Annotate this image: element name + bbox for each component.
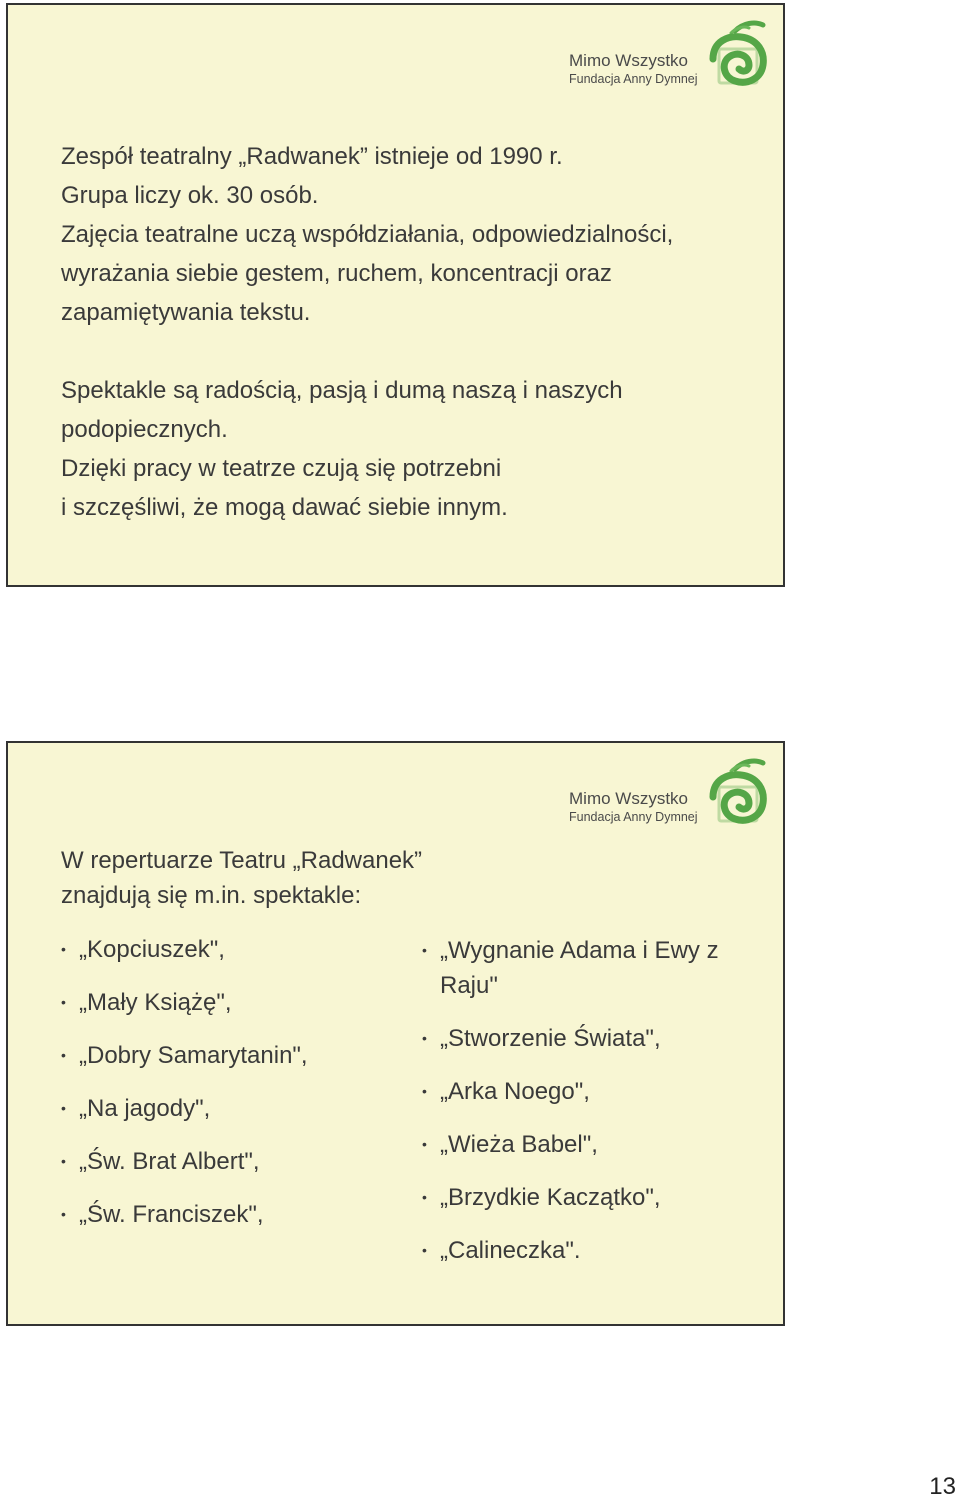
logo-subtitle: Fundacja Anny Dymnej bbox=[569, 810, 698, 824]
text-line: Spektakle są radością, pasją i dumą naszą i naszych bbox=[61, 377, 623, 404]
list-item bbox=[422, 1021, 740, 1056]
bullet: • bbox=[61, 994, 66, 1010]
logo-subtitle: Fundacja Anny Dymnej bbox=[569, 72, 698, 86]
bullet: • bbox=[422, 1083, 427, 1099]
bullet: • bbox=[61, 1153, 66, 1169]
text-line: wyrażania siebie gestem, ruchem, koncentracji oraz bbox=[61, 260, 612, 287]
list-item-label: „Kopciuszek", bbox=[79, 936, 225, 963]
list-item-label: „Brzydkie Kaczątko", bbox=[440, 1184, 661, 1211]
list-item-label: „Dobry Samarytanin", bbox=[79, 1042, 308, 1069]
list-item bbox=[61, 1038, 308, 1091]
foundation-logo bbox=[569, 757, 769, 831]
text-line: podopiecznych. bbox=[61, 416, 228, 443]
logo-name: Mimo Wszystko bbox=[569, 51, 688, 70]
text-line: Dzięki pracy w teatrze czują się potrzebni bbox=[61, 455, 502, 482]
bullet: • bbox=[61, 941, 66, 957]
list-item-label: „Św. Brat Albert", bbox=[79, 1148, 260, 1175]
spectacles-paragraph bbox=[61, 371, 761, 527]
logo-name: Mimo Wszystko bbox=[569, 789, 688, 808]
logo-text bbox=[569, 51, 698, 87]
list-item bbox=[422, 1233, 740, 1268]
text-line: i szczęśliwi, że mogą dawać siebie innym. bbox=[61, 494, 508, 521]
list-item-label: „Św. Franciszek", bbox=[79, 1201, 264, 1228]
list-item-label: „Calineczka". bbox=[440, 1237, 581, 1264]
bullet: • bbox=[422, 1242, 427, 1258]
list-item bbox=[422, 933, 740, 1003]
list-item-label: „Arka Noego", bbox=[440, 1078, 590, 1105]
text-line: Grupa liczy ok. 30 osób. bbox=[61, 182, 319, 209]
repertoire-heading bbox=[61, 843, 521, 913]
repertoire-list-right bbox=[422, 933, 740, 1286]
list-item-label: „Na jagody", bbox=[79, 1095, 211, 1122]
intro-paragraph bbox=[61, 137, 761, 332]
list-item bbox=[422, 1127, 740, 1162]
text-line: zapamiętywania tekstu. bbox=[61, 299, 311, 326]
list-item bbox=[422, 1180, 740, 1215]
foundation-logo bbox=[569, 19, 769, 93]
list-item bbox=[61, 1197, 308, 1250]
text-line: Zajęcia teatralne uczą współdziałania, odpowiedzialności, bbox=[61, 221, 674, 248]
list-item bbox=[61, 1144, 308, 1197]
list-item bbox=[61, 932, 308, 985]
heading-line: W repertuarze Teatru „Radwanek” bbox=[61, 847, 423, 874]
spiral-logo-icon bbox=[705, 757, 769, 831]
text-line: Zespół teatralny „Radwanek” istnieje od 1990 r. bbox=[61, 143, 563, 170]
bullet: • bbox=[61, 1206, 66, 1222]
bullet: • bbox=[422, 1136, 427, 1152]
heading-line: znajdują się m.in. spektakle: bbox=[61, 882, 362, 909]
list-item bbox=[422, 1074, 740, 1109]
slide-1 bbox=[6, 3, 785, 587]
logo-text bbox=[569, 789, 698, 825]
list-item bbox=[61, 1091, 308, 1144]
list-item bbox=[61, 985, 308, 1038]
bullet: • bbox=[422, 942, 427, 958]
bullet: • bbox=[61, 1047, 66, 1063]
bullet: • bbox=[422, 1030, 427, 1046]
bullet: • bbox=[61, 1100, 66, 1116]
spiral-logo-icon bbox=[705, 19, 769, 93]
slide-2 bbox=[6, 741, 785, 1326]
bullet: • bbox=[422, 1189, 427, 1205]
page-number: 13 bbox=[929, 1473, 956, 1500]
list-item-label: „Wieża Babel", bbox=[440, 1131, 598, 1158]
list-item-label: „Stworzenie Świata", bbox=[440, 1025, 661, 1052]
list-item-label: „Wygnanie Adama i Ewy z Raju" bbox=[440, 937, 719, 999]
list-item-label: „Mały Książę", bbox=[79, 989, 232, 1016]
repertoire-list-left bbox=[61, 932, 308, 1250]
